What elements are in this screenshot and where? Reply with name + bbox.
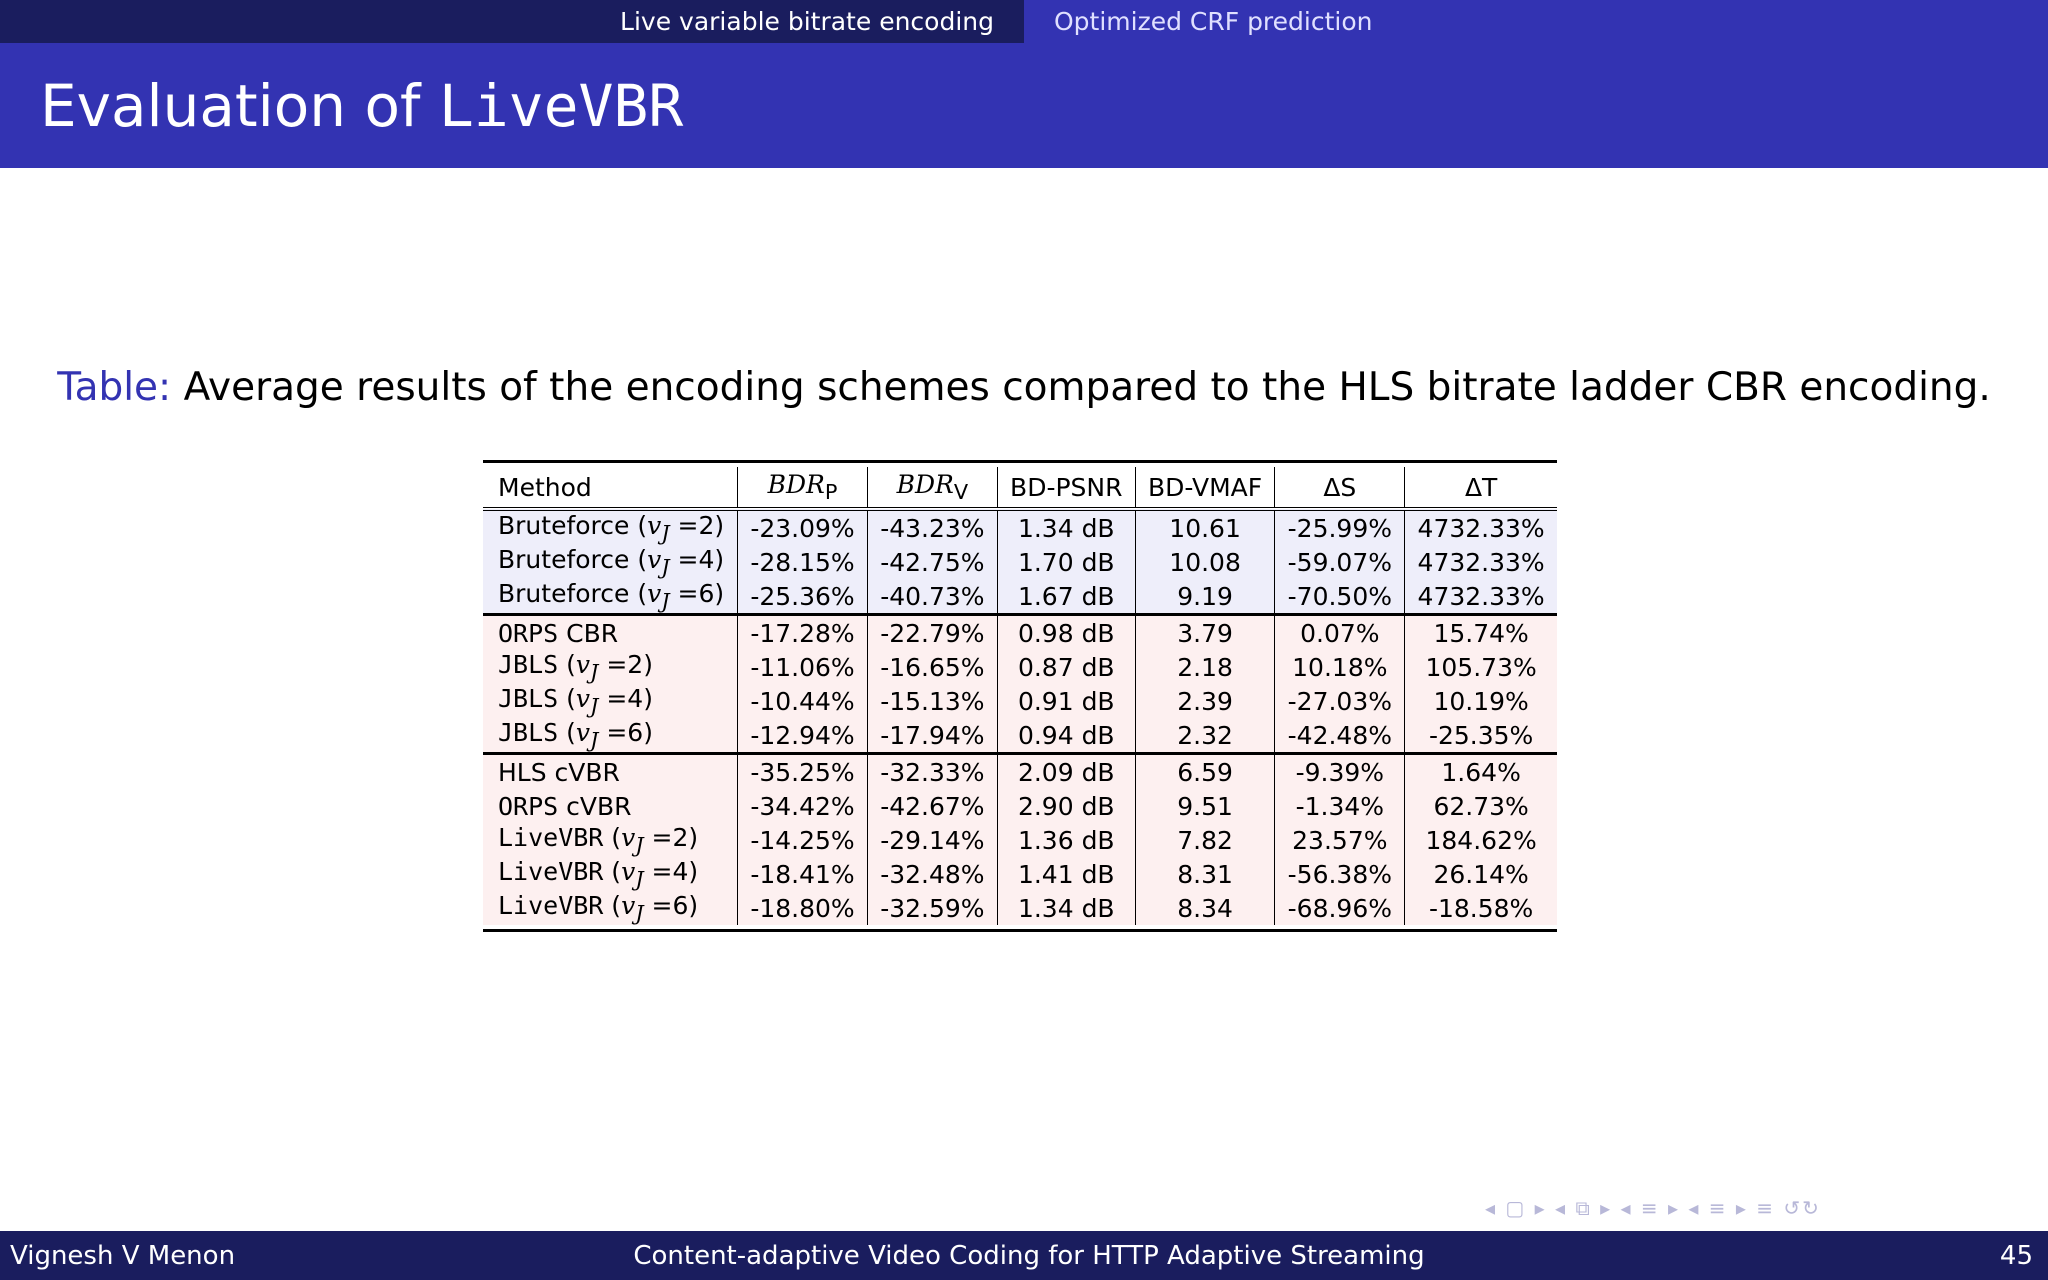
cell-dt: 4732.33%: [1405, 545, 1557, 579]
footer-title: Content-adaptive Video Coding for HTTP Adaptive Streaming: [633, 1240, 1425, 1271]
header-delta-s: ΔS: [1275, 467, 1405, 509]
cell-dt: 10.19%: [1405, 684, 1557, 718]
cell-bdrp: -17.28%: [738, 615, 868, 651]
section-nav: [0, 0, 2048, 43]
cell-bdrv: -43.23%: [867, 509, 997, 545]
cell-vmaf: 9.19: [1135, 579, 1275, 615]
table-row: [483, 718, 1557, 754]
cell-method: Bruteforce $(v_J =4)$: [483, 545, 738, 579]
cell-vmaf: 2.32: [1135, 718, 1275, 754]
footer-author: Vignesh V Menon: [10, 1240, 236, 1271]
cell-bdrp: -18.80%: [738, 891, 868, 925]
cell-method: JBLS $(v_J =6)$: [483, 718, 738, 754]
cell-ds: -25.99%: [1275, 509, 1405, 545]
cell-ds: -70.50%: [1275, 579, 1405, 615]
cell-psnr: 1.34 dB: [997, 891, 1135, 925]
cell-psnr: 0.98 dB: [997, 615, 1135, 651]
cell-ds: -68.96%: [1275, 891, 1405, 925]
table-row: [483, 650, 1557, 684]
cell-psnr: 1.36 dB: [997, 823, 1135, 857]
cell-vmaf: 7.82: [1135, 823, 1275, 857]
cell-bdrv: -17.94%: [867, 718, 997, 754]
cell-bdrp: -25.36%: [738, 579, 868, 615]
cell-bdrp: -35.25%: [738, 754, 868, 790]
cell-vmaf: 9.51: [1135, 789, 1275, 823]
frame-title-bar: [0, 43, 2048, 168]
cell-bdrv: -32.33%: [867, 754, 997, 790]
cell-method: ORPS cVBR: [483, 789, 738, 823]
cell-bdrv: -32.48%: [867, 857, 997, 891]
cell-psnr: 2.90 dB: [997, 789, 1135, 823]
cell-vmaf: 10.08: [1135, 545, 1275, 579]
header-method: Method: [483, 467, 738, 509]
nav-section-crf[interactable]: Optimized CRF prediction: [1054, 7, 1373, 36]
table-row: [483, 615, 1557, 651]
cell-bdrv: -32.59%: [867, 891, 997, 925]
table-header-row: [483, 467, 1557, 509]
page-number: 45: [1999, 1240, 2033, 1271]
cell-method: ORPS CBR: [483, 615, 738, 651]
cell-dt: 105.73%: [1405, 650, 1557, 684]
cell-ds: -27.03%: [1275, 684, 1405, 718]
cell-method: LiveVBR $(v_J =6)$: [483, 891, 738, 925]
header-bdrp: $BDR_P$: [738, 467, 868, 509]
cell-ds: 0.07%: [1275, 615, 1405, 651]
cell-vmaf: 10.61: [1135, 509, 1275, 545]
cell-dt: 62.73%: [1405, 789, 1557, 823]
caption-text: Average results of the encoding schemes compared to the HLS bitrate ladder CBR encoding.: [171, 365, 1991, 410]
cell-ds: -9.39%: [1275, 754, 1405, 790]
header-bdpsnr: BD-PSNR: [997, 467, 1135, 509]
header-bdrv: $BDR_V$: [867, 467, 997, 509]
cell-psnr: 0.87 dB: [997, 650, 1135, 684]
cell-dt: 4732.33%: [1405, 509, 1557, 545]
cell-method: HLS cVBR: [483, 754, 738, 790]
nav-left-panel: [0, 0, 1024, 43]
table-row: [483, 789, 1557, 823]
cell-vmaf: 8.31: [1135, 857, 1275, 891]
cell-vmaf: 2.18: [1135, 650, 1275, 684]
cell-bdrv: -40.73%: [867, 579, 997, 615]
cell-ds: -42.48%: [1275, 718, 1405, 754]
cell-bdrp: -12.94%: [738, 718, 868, 754]
cell-bdrp: -34.42%: [738, 789, 868, 823]
cell-ds: 10.18%: [1275, 650, 1405, 684]
results-table: [483, 460, 1557, 932]
cell-dt: 1.64%: [1405, 754, 1557, 790]
cell-dt: -18.58%: [1405, 891, 1557, 925]
cell-dt: -25.35%: [1405, 718, 1557, 754]
cell-vmaf: 3.79: [1135, 615, 1275, 651]
cell-method: Bruteforce $(v_J =2)$: [483, 509, 738, 545]
table-row: [483, 754, 1557, 790]
table-row: [483, 857, 1557, 891]
cell-bdrv: -29.14%: [867, 823, 997, 857]
cell-bdrp: -18.41%: [738, 857, 868, 891]
cell-bdrp: -23.09%: [738, 509, 868, 545]
cell-vmaf: 6.59: [1135, 754, 1275, 790]
cell-bdrp: -14.25%: [738, 823, 868, 857]
cell-method: JBLS $(v_J =4)$: [483, 684, 738, 718]
cell-bdrp: -28.15%: [738, 545, 868, 579]
cell-bdrv: -42.75%: [867, 545, 997, 579]
cell-bdrv: -16.65%: [867, 650, 997, 684]
cell-dt: 26.14%: [1405, 857, 1557, 891]
cell-bdrp: -11.06%: [738, 650, 868, 684]
table-row: [483, 509, 1557, 545]
cell-bdrv: -15.13%: [867, 684, 997, 718]
cell-method: LiveVBR $(v_J =4)$: [483, 857, 738, 891]
table-caption: [0, 365, 2048, 410]
header-delta-t: ΔT: [1405, 467, 1557, 509]
cell-psnr: 1.34 dB: [997, 509, 1135, 545]
cell-ds: 23.57%: [1275, 823, 1405, 857]
cell-psnr: 0.94 dB: [997, 718, 1135, 754]
cell-psnr: 1.67 dB: [997, 579, 1135, 615]
cell-psnr: 2.09 dB: [997, 754, 1135, 790]
cell-ds: -59.07%: [1275, 545, 1405, 579]
footer-bar: [0, 1231, 2048, 1280]
beamer-navigation-icons[interactable]: ◂ ▢ ▸ ◂ ⧉ ▸ ◂ ≡ ▸ ◂ ≡ ▸ ≡ ↺↻: [1485, 1196, 1821, 1220]
cell-dt: 184.62%: [1405, 823, 1557, 857]
cell-psnr: 1.41 dB: [997, 857, 1135, 891]
cell-vmaf: 2.39: [1135, 684, 1275, 718]
cell-method: Bruteforce $(v_J =6)$: [483, 579, 738, 615]
table-row: [483, 545, 1557, 579]
table-row: [483, 823, 1557, 857]
cell-bdrv: -22.79%: [867, 615, 997, 651]
table-row: [483, 684, 1557, 718]
table-row: [483, 891, 1557, 925]
cell-psnr: 1.70 dB: [997, 545, 1135, 579]
cell-bdrv: -42.67%: [867, 789, 997, 823]
nav-section-live-vbr[interactable]: Live variable bitrate encoding: [620, 7, 994, 36]
cell-ds: -56.38%: [1275, 857, 1405, 891]
cell-ds: -1.34%: [1275, 789, 1405, 823]
frame-title: Evaluation of LiveVBR: [40, 71, 684, 140]
cell-method: JBLS $(v_J =2)$: [483, 650, 738, 684]
cell-vmaf: 8.34: [1135, 891, 1275, 925]
cell-method: LiveVBR $(v_J =2)$: [483, 823, 738, 857]
nav-right-panel: [1024, 0, 2048, 43]
cell-dt: 4732.33%: [1405, 579, 1557, 615]
cell-bdrp: -10.44%: [738, 684, 868, 718]
caption-label: Table:: [57, 365, 172, 410]
table-row: [483, 579, 1557, 615]
cell-psnr: 0.91 dB: [997, 684, 1135, 718]
header-bdvmaf: BD-VMAF: [1135, 467, 1275, 509]
cell-dt: 15.74%: [1405, 615, 1557, 651]
